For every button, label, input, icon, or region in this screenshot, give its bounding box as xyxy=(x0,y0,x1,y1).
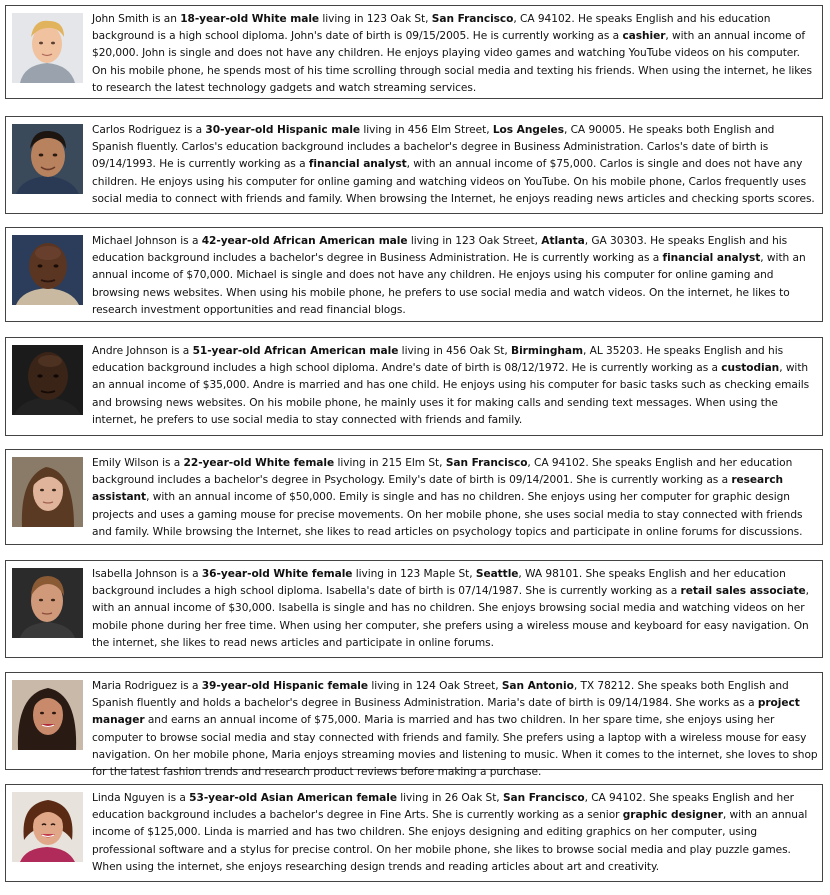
bio-highlight: Atlanta xyxy=(541,235,585,247)
avatar xyxy=(12,235,83,305)
bio-text: living in 456 Elm Street, xyxy=(360,124,493,136)
bio-highlight: Birmingham xyxy=(511,345,584,357)
avatar xyxy=(12,457,83,527)
avatar xyxy=(12,13,83,83)
bio-highlight: 42-year-old African American male xyxy=(201,235,408,247)
bio-highlight: custodian xyxy=(721,362,780,375)
bio-text: Isabella Johnson is a xyxy=(92,568,202,580)
bio-text: Carlos Rodriguez is a xyxy=(92,124,206,136)
bio-text: living in 123 Maple St, xyxy=(352,568,476,580)
avatar-man-dark-hair-icon xyxy=(12,124,83,194)
bio-highlight: retail sales associate xyxy=(680,585,806,598)
bio-highlight: 36-year-old White female xyxy=(201,568,353,580)
profile-bio xyxy=(92,343,818,429)
avatar-woman-bob-hair-smiling-icon xyxy=(12,792,83,862)
bio-highlight: Los Angeles xyxy=(492,124,564,136)
bio-text: John Smith is an xyxy=(92,13,181,25)
bio-highlight: research assistant xyxy=(92,474,784,504)
avatar-woman-dark-hair-smiling-icon xyxy=(12,680,83,750)
bio-text: , CA 94102. She speaks English and her education background includes a bachelor's degree in Fine Arts. She is currently working as a senior xyxy=(92,792,794,822)
bio-highlight: graphic designer xyxy=(622,809,723,822)
bio-highlight: Seattle xyxy=(475,568,519,580)
profile-card xyxy=(5,449,823,545)
bio-text: living in 215 Elm St, xyxy=(334,457,446,469)
avatar xyxy=(12,568,83,638)
avatar-woman-brown-hair-icon xyxy=(12,457,83,527)
profile-card xyxy=(5,5,823,99)
profile-card xyxy=(5,227,823,322)
bio-text: , CA 90005. He speaks both English and Spanish fluently. Carlos's education background includes a bachelor's degree in Business Administration. Carlos's date of birth is 09/14/1993. He is currently working as a xyxy=(92,124,775,171)
bio-highlight: San Francisco xyxy=(445,457,528,469)
bio-text: living in 26 Oak St, xyxy=(396,792,503,804)
profile-bio xyxy=(92,455,818,541)
avatar-young-blond-man-icon xyxy=(12,13,83,83)
bio-text: , WA 98101. She speaks English and her education background includes a high school diploma. Isabella's date of birth is 07/14/1987. She is currently working as a xyxy=(92,568,786,598)
bio-text: Linda Nguyen is a xyxy=(92,792,190,804)
bio-highlight: 39-year-old Hispanic female xyxy=(201,680,369,692)
bio-text: , with an annual income of $50,000. Emily is single and has no children. She enjoys using her computer for graphic design projects and uses a gaming mouse for precise movements. On her mobile phone, she uses social media to stay connected with friends and family. While browsing the Internet, she likes to read articles on psychology topics and participate in online forums for discussions. xyxy=(92,491,803,538)
bio-highlight: cashier xyxy=(622,30,666,43)
bio-highlight: financial analyst xyxy=(308,158,407,171)
bio-text: , with an annual income of $75,000. Carlos is single and does not have any children. He enjoys using his computer for online gaming and watching videos on YouTube. On his mobile phone, Carlos frequently uses social media to connect with friends and family. When browsing the Internet, he enjoys reading news articles and checking sports scores. xyxy=(92,158,815,205)
bio-text: living in 123 Oak Street, xyxy=(407,235,542,247)
bio-text: , with an annual income of $35,000. Andre is married and has one child. He enjoys using his computer for basic tasks such as checking emails and browsing news websites. On his mobile phone, he mainly uses it for making calls and sending text messages. When using the internet, he prefers to use social media to stay connected with friends and family. xyxy=(92,362,810,426)
profile-card xyxy=(5,337,823,436)
profile-bio xyxy=(92,122,818,208)
profile-bio xyxy=(92,11,818,97)
bio-highlight: San Francisco xyxy=(502,792,585,804)
bio-text: living in 124 Oak Street, xyxy=(368,680,502,692)
bio-text: , with an annual income of $125,000. Linda is married and has two children. She enjoys designing and editing graphics on her computer, using professional software and a stylus for precise control. On her mobile phone, she likes to browse social media and play puzzle games. When using the internet, she enjoys researching design trends and reading articles about art and creativity. xyxy=(92,809,808,873)
avatar xyxy=(12,792,83,862)
bio-highlight: San Antonio xyxy=(501,680,574,692)
bio-text: , AL 35203. He speaks English and his education background includes a high school diploma. Andre's date of birth is 08/12/1972. He is currently working as a xyxy=(92,345,784,375)
bio-text: Michael Johnson is a xyxy=(92,235,202,247)
profile-card xyxy=(5,560,823,658)
avatar-woman-pulled-back-hair-icon xyxy=(12,568,83,638)
bio-text: Andre Johnson is a xyxy=(92,345,193,357)
bio-text: and earns an annual income of $75,000. Maria is married and has two children. In her spare time, she enjoys using her computer to browse social media and stay connected with friends and family. She prefers using a laptop with a wireless mouse for easy navigation. On her mobile phone, Maria enjoys streaming movies and listening to music. When it comes to the internet, she loves to shop for the latest fashion trends and research product reviews before making a purchase. xyxy=(92,714,818,779)
profile-bio xyxy=(92,678,818,781)
bio-text: living in 123 Oak St, xyxy=(319,13,432,25)
bio-text: , with an annual income of $20,000. John is single and does not have any children. He enjoys playing video games and watching YouTube videos on his computer. On his mobile phone, he spends most of his time scrolling through social media and texting his friends. When using the internet, he likes to research the latest technology gadgets and watch streaming services. xyxy=(92,30,812,94)
bio-text: living in 456 Oak St, xyxy=(398,345,512,357)
bio-highlight: project manager xyxy=(92,697,800,727)
bio-text: , CA 94102. She speaks English and her education background includes a bachelor's degree in Psychology. Emily's date of birth is 09/14/2001. She is currently working as a xyxy=(92,457,793,487)
profile-card xyxy=(5,672,823,779)
bio-highlight: 51-year-old African American male xyxy=(192,345,399,357)
profile-bio xyxy=(92,233,818,319)
bio-text: , with an annual income of $70,000. Michael is single and does not have any children. He enjoys using his computer for online gaming and browsing news websites. When using his mobile phone, he prefers to use social media and watch videos. On the internet, he likes to research investment opportunities and read financial blogs. xyxy=(92,252,806,316)
avatar xyxy=(12,124,83,194)
bio-highlight: 30-year-old Hispanic male xyxy=(205,124,361,136)
profile-card xyxy=(5,116,823,214)
profile-card xyxy=(5,784,823,882)
avatar-man-bald-dark-icon xyxy=(12,345,83,415)
bio-text: , CA 94102. He speaks English and his education background is a high school diploma. John's date of birth is 09/15/2005. He is currently working as a xyxy=(92,13,771,43)
bio-highlight: 53-year-old Asian American female xyxy=(189,792,397,804)
bio-highlight: 18-year-old White male xyxy=(180,13,320,25)
bio-highlight: financial analyst xyxy=(662,252,761,265)
bio-text: , TX 78212. She speaks both English and Spanish fluently and holds a bachelor's degree in Business Administration. Maria's date of birth is 09/14/1984. She works as a xyxy=(92,680,789,710)
avatar xyxy=(12,680,83,750)
bio-text: Emily Wilson is a xyxy=(92,457,184,469)
bio-highlight: 22-year-old White female xyxy=(183,457,335,469)
avatar-man-bald-icon xyxy=(12,235,83,305)
profile-bio xyxy=(92,566,818,652)
bio-text: , GA 30303. He speaks English and his education background includes a bachelor's degree in Business Administration. He is currently working as a xyxy=(92,235,788,265)
avatar xyxy=(12,345,83,415)
bio-text: Maria Rodriguez is a xyxy=(92,680,202,692)
bio-highlight: San Francisco xyxy=(431,13,514,25)
profile-bio xyxy=(92,790,818,876)
bio-text: , with an annual income of $30,000. Isabella is single and has no children. She enjoys browsing social media and watching videos on her mobile phone during her free time. When using her computer, she prefers using a wireless mouse and keyboard for easy navigation. On the internet, she likes to read news articles and participate in online forums. xyxy=(92,585,809,649)
